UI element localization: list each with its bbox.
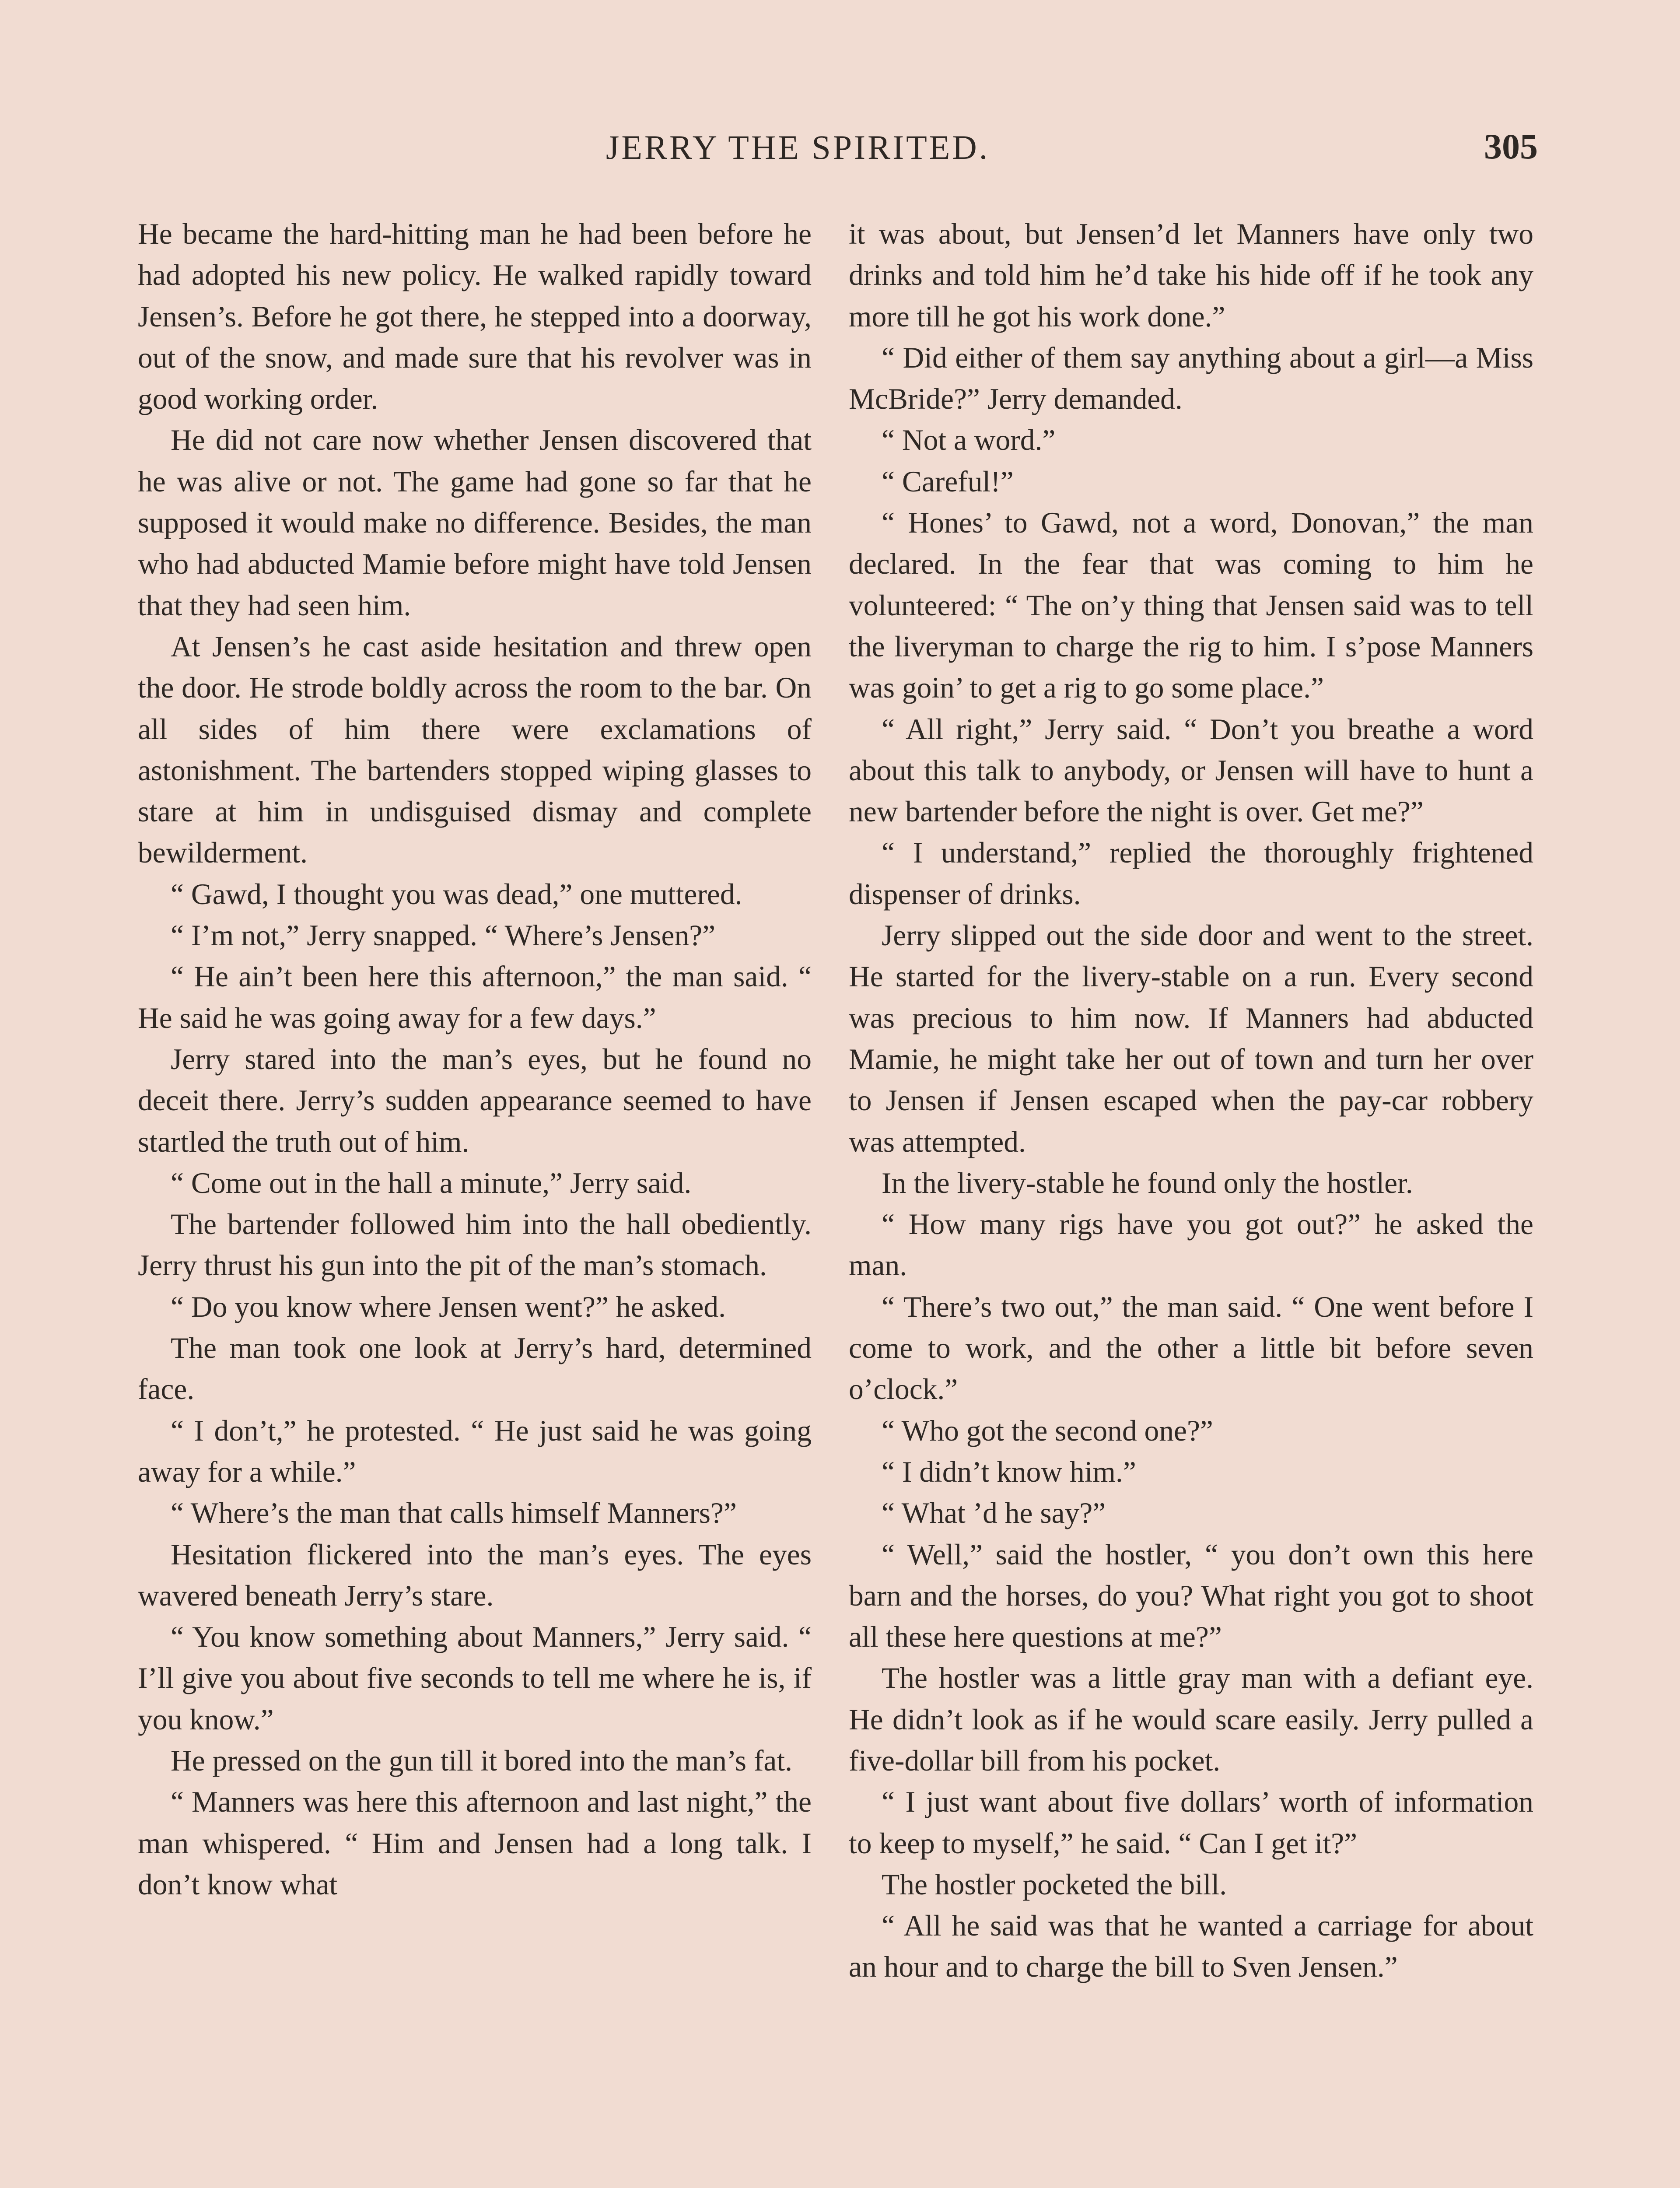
paragraph: “ I didn’t know him.” — [882, 1455, 1136, 1488]
paragraph: “ I just want about five dollars’ worth of information to keep to myself,” he said. “ Can I get it?” — [849, 1785, 1533, 1860]
paragraph: “ Do you know where Jensen went?” he asked. — [171, 1290, 726, 1323]
left-column — [138, 214, 812, 1905]
paragraph: “ You know something about Manners,” Jerry said. “ I’ll give you about five seconds to tell me where he is, if you know.” — [138, 1620, 812, 1736]
paragraph: “ Where’s the man that calls himself Manners?” — [171, 1497, 737, 1530]
paragraph: “ I understand,” replied the thoroughly frightened dispenser of drinks. — [849, 836, 1533, 911]
paragraph: “ Careful!” — [882, 465, 1014, 498]
paragraph: “ He ain’t been here this afternoon,” the man said. “ He said he was going away for a few days.” — [138, 960, 812, 1034]
paragraph: “ What ’d he say?” — [882, 1497, 1106, 1530]
paragraph: At Jensen’s he cast aside hesitation and threw open the door. He strode boldly across the room to the bar. On all sides of him there were exclamations of astonishment. The bartenders stopped wiping glasses to stare at him in undisguised dismay and complete bewilderment. — [138, 630, 812, 870]
page-number: 305 — [1484, 126, 1538, 166]
paragraph: “ Did either of them say anything about a girl—a Miss McBride?” Jerry demanded. — [849, 341, 1533, 416]
paragraph: Hesitation flickered into the man’s eyes. The eyes wavered beneath Jerry’s stare. — [138, 1538, 812, 1612]
right-column — [849, 214, 1533, 1988]
paragraph: “ Hones’ to Gawd, not a word, Donovan,” the man declared. In the fear that was coming to him he volunteered: “ The on’y thing that Jensen said was to tell the liveryman to charge the rig to him. I s’pose Manners was goin’ to get a rig to go some place.” — [849, 506, 1533, 705]
paragraph: “ All right,” Jerry said. “ Don’t you breathe a word about this talk to anybody, or Jensen will have to hunt a new bartender before the night is over. Get me?” — [849, 712, 1533, 828]
paragraph: Jerry stared into the man’s eyes, but he found no deceit there. Jerry’s sudden appearance seemed to have startled the truth out of him. — [138, 1042, 812, 1158]
paragraph: “ Gawd, I thought you was dead,” one muttered. — [171, 877, 742, 911]
paragraph: Jerry slipped out the side door and went to the street. He started for the livery-stable on a run. Every second was precious to him now. If Manners had abducted Mamie, he might take her out of town and turn her over to Jensen if Jensen escaped when the pay-car robbery was attempted. — [849, 919, 1533, 1158]
page-header — [606, 128, 1538, 176]
running-title: JERRY THE SPIRITED. — [606, 128, 990, 166]
paragraph: “ I’m not,” Jerry snapped. “ Where’s Jensen?” — [171, 919, 716, 952]
paragraph: The hostler pocketed the bill. — [882, 1868, 1227, 1901]
paragraph: He pressed on the gun till it bored into the man’s fat. — [171, 1744, 792, 1777]
paragraph: In the livery-stable he found only the hostler. — [882, 1166, 1413, 1199]
paragraph: “ Not a word.” — [882, 424, 1056, 457]
paragraph: The man took one look at Jerry’s hard, determined face. — [138, 1332, 812, 1406]
paragraph: “ I don’t,” he protested. “ He just said he was going away for a while.” — [138, 1414, 812, 1488]
paragraph: “ All he said was that he wanted a carriage for about an hour and to charge the bill to Sven Jensen.” — [849, 1909, 1533, 1984]
paragraph: “ Who got the second one?” — [882, 1414, 1213, 1447]
paragraph: “ There’s two out,” the man said. “ One went before I come to work, and the other a little bit before seven o’clock.” — [849, 1290, 1533, 1406]
paragraph: “ Come out in the hall a minute,” Jerry said. — [171, 1166, 692, 1199]
paragraph: The bartender followed him into the hall obediently. Jerry thrust his gun into the pit of the man’s stomach. — [138, 1208, 812, 1282]
paragraph: The hostler was a little gray man with a defiant eye. He didn’t look as if he would scare easily. Jerry pulled a five-dollar bill from his pocket. — [849, 1662, 1533, 1777]
paragraph: He did not care now whether Jensen discovered that he was alive or not. The game had gone so far that he supposed it would make no difference. Besides, the man who had abducted Mamie before might have told Jensen that they had seen him. — [138, 424, 812, 622]
paragraph: “ How many rigs have you got out?” he asked the man. — [849, 1208, 1533, 1282]
paragraph: it was about, but Jensen’d let Manners have only two drinks and told him he’d take his hide off if he took any more till he got his work done.” — [849, 217, 1533, 333]
paragraph: “ Manners was here this afternoon and last night,” the man whispered. “ Him and Jensen had a long talk. I don’t know what — [138, 1785, 812, 1901]
paragraph: “ Well,” said the hostler, “ you don’t own this here barn and the horses, do you? What right you got to shoot all these here questions at me?” — [849, 1538, 1533, 1654]
paragraph: He became the hard-hitting man he had been before he had adopted his new policy. He walked rapidly toward Jensen’s. Before he got there, he stepped into a doorway, out of the snow, and made sure that his revolver was in good working order. — [138, 217, 812, 416]
